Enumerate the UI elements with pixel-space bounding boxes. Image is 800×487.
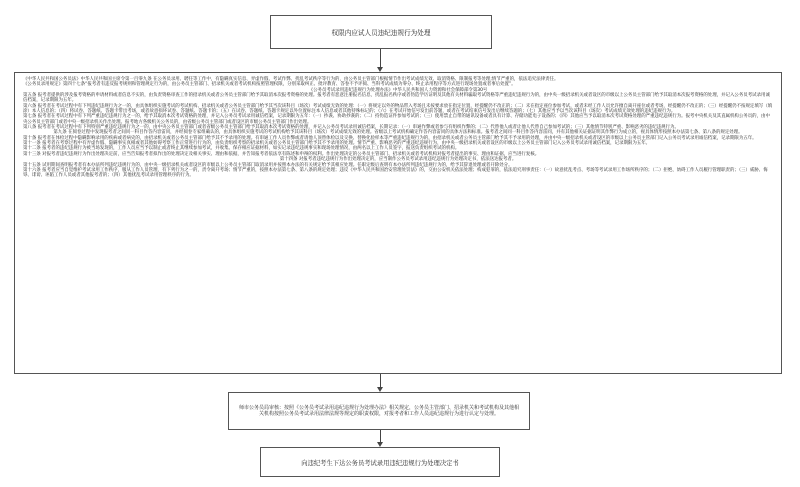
legal-paragraph: 《中华人民共和国公务员法》中华人民共和国主席令第一百零九条 在公务员录用、聘任等工作中，有隐瞒真实信息、弄虚作假、考试作弊、扰乱考试秩序等行为的，由公务员主管部门根据情节作出考试成绩无效、取消资格、限制报考等处理;情节严重的，依法追究法律责任。: [23, 77, 559, 82]
arrow-connector-3: [380, 430, 381, 443]
step-4-label: 向违纪考生下达公务员考试录用违纪违规行为处理决定书: [301, 459, 459, 467]
legal-paragraph: 《公务员录用规定》第四十七条“报考者有违反报考规则和管理规定行为的，由公务员主管部门、招录机关或者考试机构按照管理权限，分别采取纠正、批评教育、答卷不予评阅、当科考试成绩为零分、终止录用程序等方式进行现场处置或者事后处置”。: [23, 82, 516, 88]
step-3-review-box: [228, 392, 530, 430]
step-1-box: [270, 15, 492, 49]
step-2-legal-basis-box: [14, 72, 782, 374]
legal-paragraph: 第十一条 报考者在考察过程中有弄虚作假、隐瞒事实真相或者其他妨碍考察工作正常进行行为的，由负责组织考察的招录机关或者公务员主管部门给予其不予录用的处理。情节严重、影响恶劣的严重违纪违规行为，由中央一级招录机关或者设区的市级以上公务员主管部门记入公务员考试录用诚信档案，记录期限为五年。: [23, 141, 651, 147]
step-4-decision-box: [260, 447, 500, 477]
legal-paragraph: 第六条 报考者在考试过程中有下列违纪违规行为之一的，由具体组织实施考试的考试机构、招录机关或者公务员主管部门给予其当次该科目（场次）考试成绩无效的处理：（一）将规定以外的物品带入考场且未按要求放在指定位置，经提醒仍不改正的；（二）未在指定座位参加考试，或者未经工作人员允许擅自离开座位或者考场，经提醒仍不改正的；（三）经提醒仍不按规定填写（填涂）本人信息的；（四）将试卷、答题纸、答题卡带出考场，或者故意损坏试卷、答题纸、答题卡的；（五）在试卷、答题纸、答题卡规定以外位置标注本人信息或者其他特殊标记的；（六）在考试开始信号发出前答题，或者在考试结束信号发出后继续答题的；（七）其他应当予以当次该科目（场次）考试成绩无效处理的违纪违规行为。: [23, 103, 773, 115]
step-3-label: 师市公务员局审核：按照《公务员考试录用违纪违规行为处理办法》相关规定，公务员主管部门、招录机关和考试机构及其他相关机构按照公务员考试录用法律法规等规定的职责权限，对报考者和工作人员违纪违规行为进行认定与处理。: [238, 404, 519, 417]
legal-paragraph: 第九条 在阅卷过程中发现报考者之间同一科目作答内容雷同，并经阅卷专家组确认的，由具体组织实施考试的考试机构给予其该科目（场次）考试成绩无效的处理。省级以上考试机构确定作答内容雷同的具体方法和标准。报考者之间同一科目作答内容雷同，并有其他相关证据证明其作弊行为成立的，视具体情形按照本办法第七条、第八条的规定处理。: [53, 130, 743, 136]
arrow-connector-1: [380, 49, 381, 68]
legal-paragraph: 第十五条 试用期间查明报考者有本办法所列违纪违规行为的，由中央一级招录机关或者设区的市级以上公务员主管部门取消录用并按照本办法的有关规定给予其相应处理。任职定级后查明有本办法所列违纪违规行为的，给予其辞退处理或者开除处分。: [23, 162, 513, 168]
legal-paragraph: 《公务员考试录用违纪违规行为处理办法》中华人民共和国人力资源和社会保障部令第30号: [308, 87, 488, 93]
legal-paragraph: 第十三条 对报考者违纪违规行为作出处理决定前，应当告知报考者拟作出的处理决定及相关事实、理由和依据，并告知报考者依法享有陈述和申辩的权利。作出处理决定的公务员主管部门、招录机关或者考试机构对报考者提出的事实、理由和证据，应当进行复核。: [23, 151, 540, 157]
step-1-label: 权限内应试人员违纪违规行为处理: [331, 29, 431, 37]
legal-paragraph: 第十六条 报考者应当自觉维护考试录用工作秩序，服从工作人员管理，有下列行为之一的，责令离开考场；情节严重的，按照本办法第七条、第八条的规定处理；违反《中华人民共和国治安管理处罚法》的，交由公安机关依法处理；构成犯罪的，依法追究刑事责任：（一）故意扰乱考点、考场等考试录用工作场所秩序的；（二）拒绝、妨碍工作人员履行管理职责的；（三）威胁、侮辱、诽谤、诬陷工作人员或者其他报考者的；（四）其他扰乱考试录用管理秩序的行为。: [23, 167, 768, 179]
arrow-connector-2: [380, 374, 381, 388]
legal-paragraph: 第八条 报考者在考试过程中有下列特别严重违纪违规行为之一的，由中央公务员主管部门或者省级公务员主管部门给予其取消本次考试资格的处理，并记入公务员考试录用诚信档案，长期记录：（一）串通作弊或者参与有组织作弊的；（二）代替他人或者让他人代替自己参加考试的；（三）其他情节特别严重、影响恶劣的违纪违规行为。: [23, 125, 679, 131]
legal-paragraph: 第十二条 报考者的违纪违规行为被当场发现的，工作人员应当予以制止或者终止其继续参加考试，并收集、保存相应证据材料，如实记录违纪违规事实和现场处理情况，由两名以上工作人员签字，报送负责组织考试的机构。: [23, 146, 460, 152]
legal-paragraph: 第十四条 对报考者违纪违规行为作出处理决定的，应当制作公务员考试录用违纪违规行为处理决定书，依法送达报考者。: [279, 157, 517, 163]
legal-paragraph: 第七条 报考者在考试过程中有下列严重违纪违规行为之一的，给予其取消本次考试资格的处理，并记入公务员考试录用诚信档案，记录期限为五年：（一）抄袭、协助抄袭的；（二）持伪造证件参加考试的；（三）使用禁止自带的通讯设备或者具有计算、存储功能电子设备的；（四）其他应当予以取消本次考试资格处理的严重违纪违规行为。报考中央机关及其直属机构公务员的，由中央公务员主管部门或者中央一级招录机关作出处理。报考地方各级机关公务员的，由省级公务员主管部门或者设区的市级公务员主管部门作出处理。: [23, 114, 770, 125]
legal-paragraph: 第五条 报考者提供的涉及报考资格的申请材料或者信息不实的，由负责资格审查工作的招录机关或者公务员主管部门给予其取消本次报考资格的处理。报考者有恶意注册报名信息，扰乱报名秩序或者伪造学历证明及其他有关材料骗取考试资格等严重违纪违规行为的，由中央一级招录机关或者设区的市级以上公务员主管部门给予其取消本次报考资格的处理，并记入公务员考试录用诚信档案，记录期限为五年。: [23, 93, 770, 104]
legal-paragraph: 第十条 报考者在体检过程中隐瞒影响录用的疾病或者病史的，由招录机关或者公务员主管部门给予其不予录用的处理。有串通工作人员作弊或者请他人顶替体检以及交换、替换化验样本等严重违纪违规行为的，由招录机关或者公务员主管部门给予其不予录用的处理，并由中央一级招录机关或者设区的市级以上公务员主管部门记入公务员考试录用诚信档案，记录期限为五年。: [23, 135, 757, 141]
